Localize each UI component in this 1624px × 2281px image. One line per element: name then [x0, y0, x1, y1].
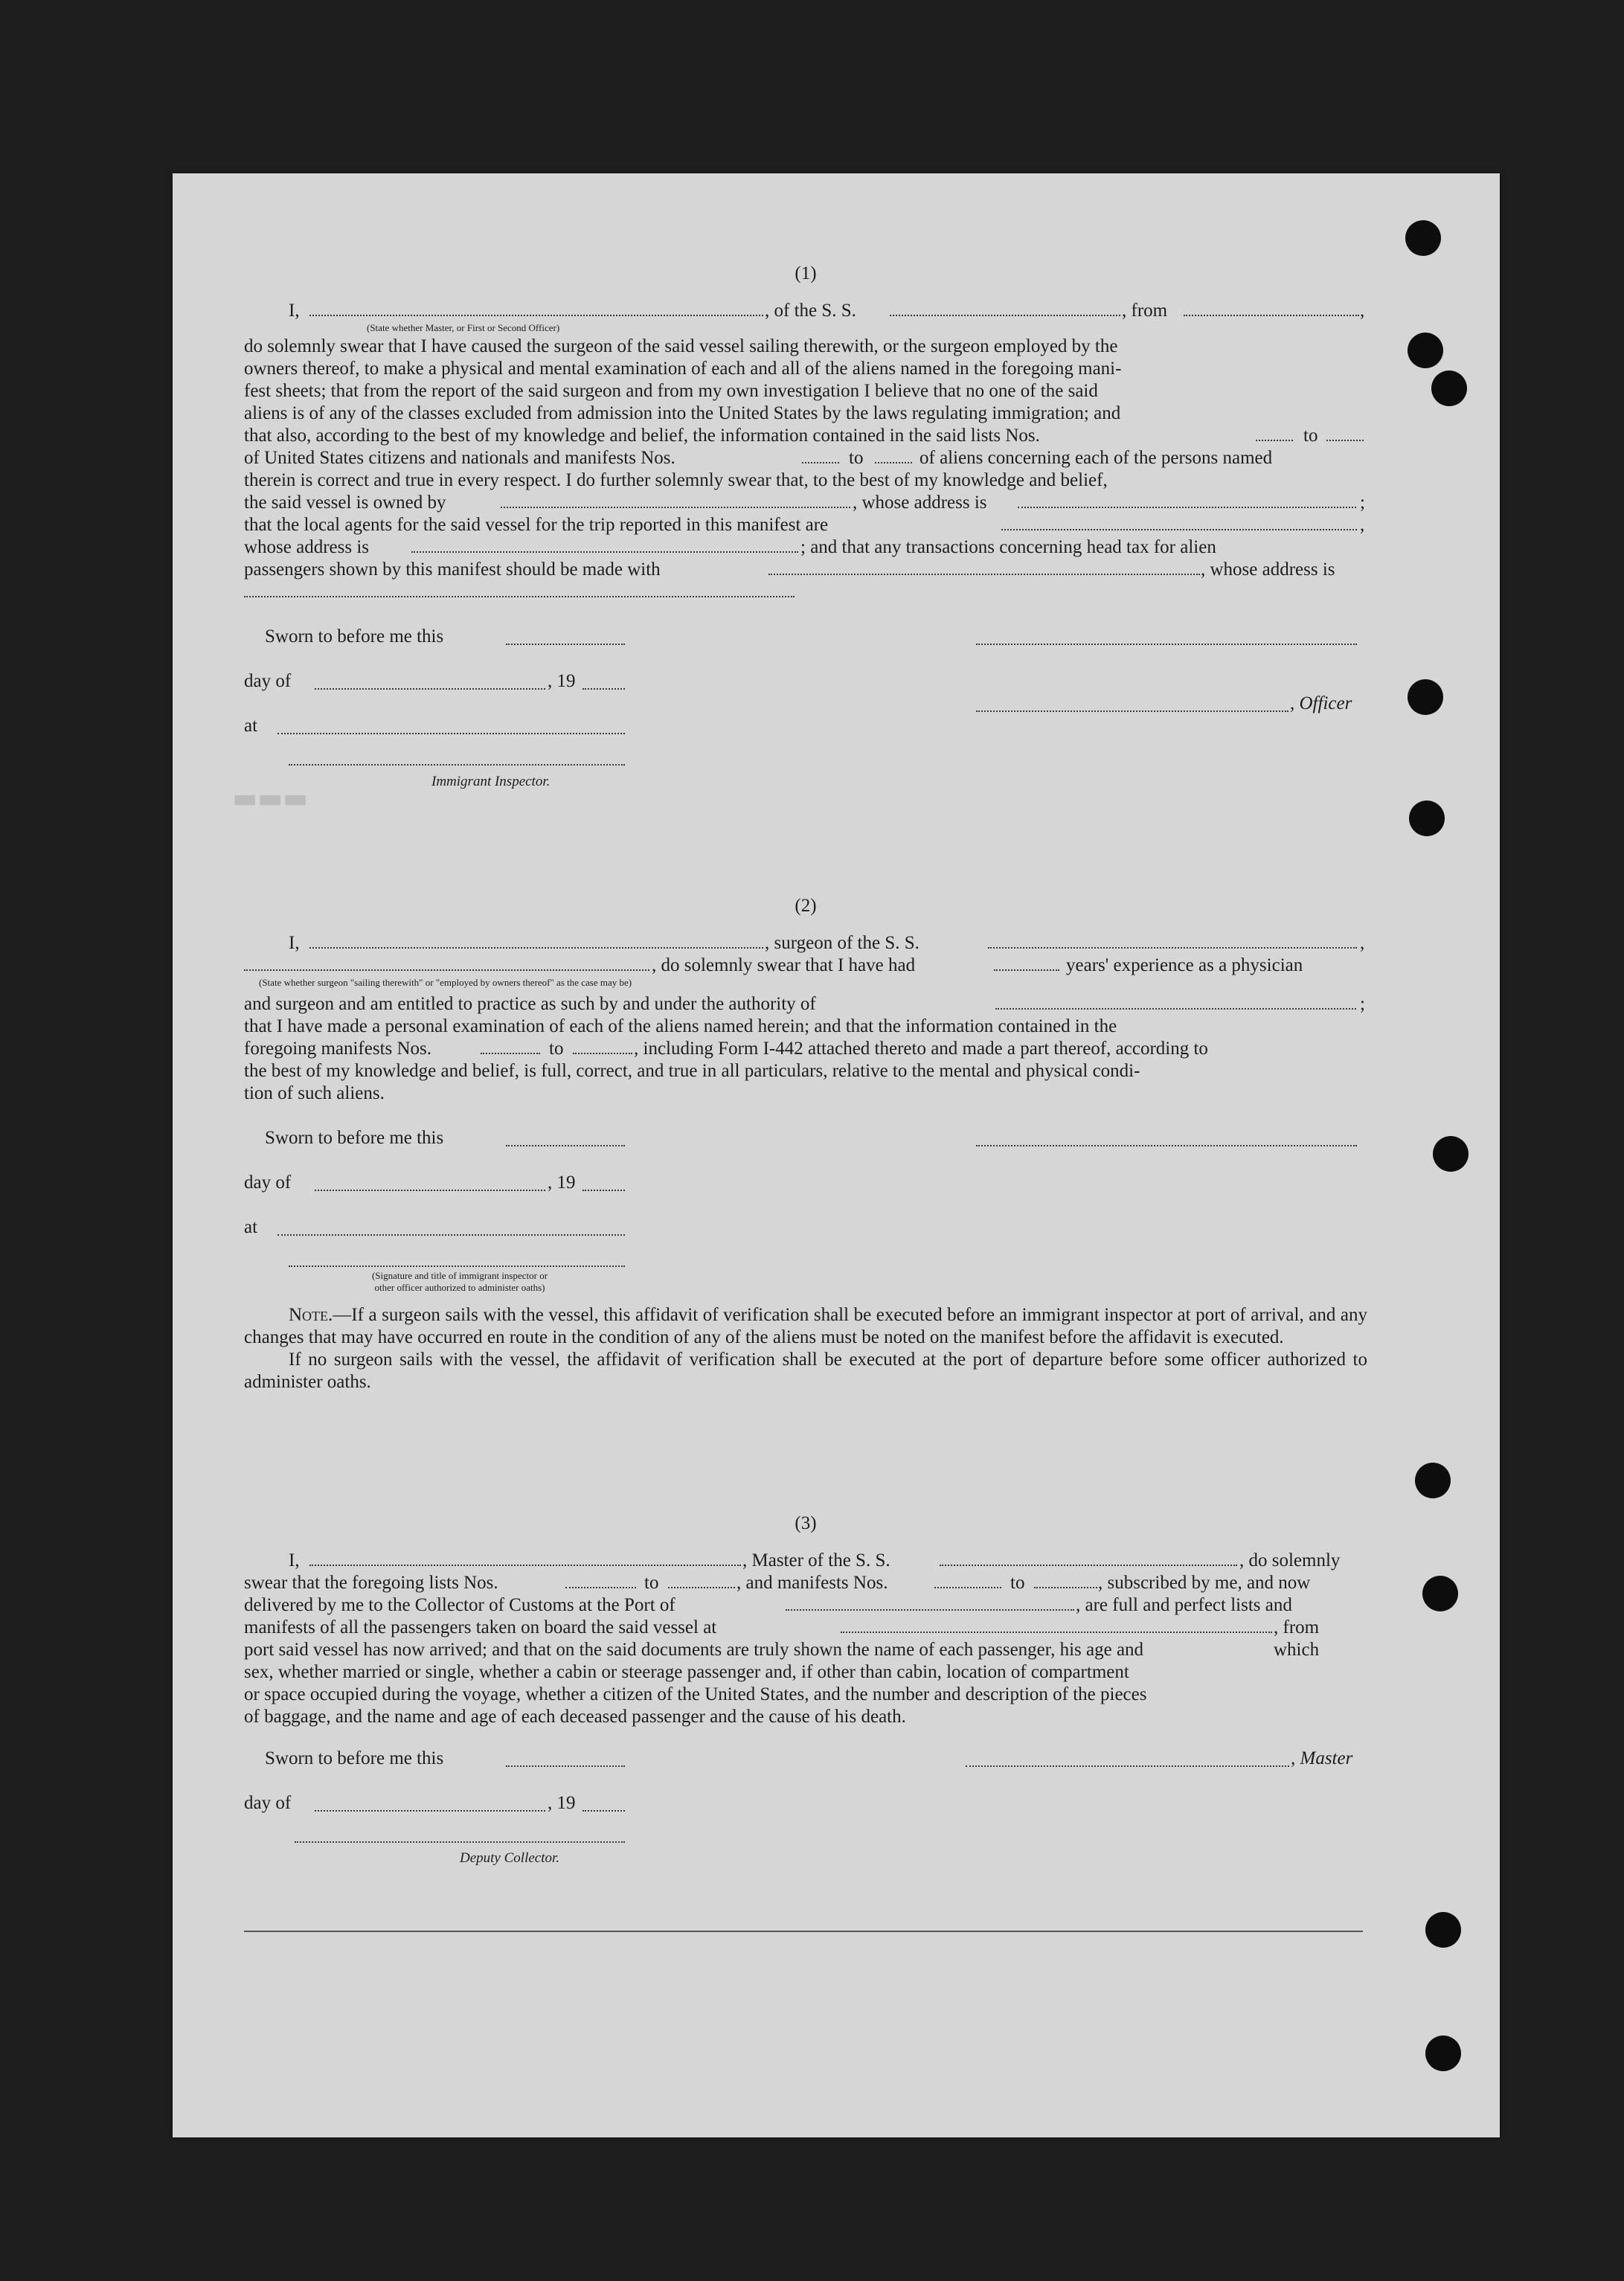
sworn-date-field[interactable]: [506, 629, 625, 645]
affidavit-2: (2) I, , surgeon of the S. S. , , do solemnly swear that I have had years' experience as a physician (State whether surgeon "sailing therewith" or "employed by owners thereof" as the case may be) and surgeon and am entitled to practice as such by and under the authority of ; that I have made a personal examination of each of the aliens named herein; and that the information contained in the foregoing manifests Nos. to , including Form I-442 attached thereto and made a part thereof, according to the best of my knowledge and belief, is full, correct, and true in all particulars, relative to the mental and physical condi- tion of such aliens. Sworn to before me this day of , 19 at (Signature and title of immigrant inspector or other officer authorized to administer oaths) Note.—If a surgeon sails with the vessel, this affidavit of verification shall be executed before an immigrant inspector at port of arrival, and any changes that may have occurred en route in the condition of any of the aliens must be noted on the manifest before the affidavit is executed. If no surgeon sails with the vessel, the affidavit of verification shall be executed at the port of departure before some officer authorized to administer oaths.: [244, 896, 1367, 1392]
text-line: the best of my knowledge and belief, is full, correct, and true in all particulars, relative to the mental and physical condi-: [244, 1061, 1140, 1081]
text-line: that I have made a personal examination of each of the aliens named herein; and that the information contained in the: [244, 1016, 1117, 1036]
surgeon-name-field[interactable]: [309, 932, 763, 949]
head-tax-address-field[interactable]: [244, 581, 795, 597]
label: , from: [1122, 301, 1168, 321]
list-no-from-field[interactable]: [1256, 425, 1293, 441]
binder-hole: [1408, 679, 1443, 715]
binder-hole: [1431, 370, 1467, 406]
sworn-label: Sworn to before me this: [265, 1128, 444, 1148]
binder-hole: [1405, 220, 1441, 256]
manifest-no-from-field[interactable]: [481, 1038, 540, 1054]
agent-address-field[interactable]: [411, 536, 798, 553]
binder-hole: [1433, 1136, 1469, 1172]
month-field[interactable]: [315, 1175, 545, 1191]
surgeon-signature-field[interactable]: [976, 1130, 1357, 1146]
section-number: (3): [795, 1513, 817, 1533]
manifest-page: [173, 173, 1500, 2137]
text-line: port said vessel has now arrived; and that on the said documents are truly shown the name of each passenger, his age and: [244, 1640, 1144, 1660]
manifest-no-to-field[interactable]: [875, 447, 912, 463]
sworn-label: Sworn to before me this: [265, 626, 444, 647]
text-line: owners thereof, to make a physical and mental examination of each and all of the aliens named in the foregoing mani-: [244, 359, 1122, 379]
inspector-label: Immigrant Inspector.: [431, 774, 551, 789]
binder-hole: [1425, 1912, 1461, 1948]
text-line: or space occupied during the voyage, whether a citizen of the United States, and the number and description of the pieces: [244, 1684, 1147, 1704]
note-paragraph: [244, 1304, 1367, 1349]
official-signature-line[interactable]: [289, 1265, 625, 1267]
master-signature-field[interactable]: [966, 1751, 1289, 1767]
vessel-name-field[interactable]: [988, 932, 1357, 949]
place-field[interactable]: [277, 1219, 625, 1236]
binder-hole: [1408, 333, 1443, 368]
month-field[interactable]: [315, 1795, 545, 1812]
binder-hole: [1422, 1576, 1458, 1611]
sworn-date-field[interactable]: [506, 1130, 625, 1146]
owner-field[interactable]: [501, 492, 850, 508]
officer-label: , Officer: [1290, 693, 1352, 713]
manifest-no-from-field[interactable]: [934, 1572, 1001, 1588]
text-line: therein is correct and true in every respect. I do further solemnly swear that, to the best of my knowledge and belief,: [244, 470, 1108, 490]
officer-name-field[interactable]: [309, 300, 763, 316]
master-name-field[interactable]: [309, 1550, 741, 1566]
text-line: tion of such aliens.: [244, 1083, 385, 1103]
affidavit-1: (1) I, , of the S. S. , from , (State whether Master, or First or Second Officer) do solemnly swear that I have caused the surgeon of the said vessel sailing therewith, or the surgeon employed by the owners thereof, to make a physical and mental examination of each and all of the aliens named in the foregoing mani- fest sheets; that from the report of the said surgeon and from my own investigation I believe that no one of the said aliens is of any of the classes excluded from admission into the United States by the laws regulating immigration; and that also, according to the best of my knowledge and belief, the information contained in the said lists Nos. to of United States citizens and nationals and manifests Nos. to of aliens concerning each of the persons named therein is correct and true in every respect. I do further solemnly swear that, to the best of my knowledge and belief, the said vessel is owned by , whose address is ; that the local agents for the said vessel for the trip reported in this manifest are , whose address is ; and that any transactions concerning head tax for alien passengers shown by this manifest should be made with , whose address is Sworn to before me this day of , 19 , Officer at Immigrant Inspector.: [244, 263, 1367, 804]
note-paragraph-2: If no surgeon sails with the vessel, the affidavit of verification shall be executed at the port of departure before some officer authorized to administer oaths.: [244, 1350, 1367, 1392]
inspector-signature-line[interactable]: [289, 764, 625, 766]
year-field[interactable]: [582, 1795, 625, 1812]
customs-port-field[interactable]: [786, 1594, 1074, 1611]
month-field[interactable]: [315, 673, 545, 690]
officer-title-field[interactable]: [976, 696, 1288, 712]
vessel-name-field[interactable]: [940, 1550, 1237, 1566]
pronoun: I,: [289, 301, 300, 321]
vessel-name-field[interactable]: [890, 300, 1120, 316]
text-line: sex, whether married or single, whether a cabin or steerage passenger and, if other than cabin, location of compartment: [244, 1662, 1129, 1682]
head-tax-contact-field[interactable]: [768, 559, 1200, 575]
note-text: —If a surgeon sails with the vessel, this affidavit of verification shall be executed before an immigrant inspector at port of arrival, and any changes that may have occurred en route in the condition of any of the aliens must be noted on the manifest before the affidavit is executed.: [244, 1305, 1367, 1347]
caption: (State whether surgeon "sailing therewith" or "employed by owners thereof" as the case may be): [259, 977, 632, 988]
list-no-to-field[interactable]: [668, 1572, 735, 1588]
list-no-to-field[interactable]: [1326, 425, 1364, 441]
bottom-rule: [244, 1931, 1363, 1932]
affidavit-3: (3) I, , Master of the S. S. , do solemnly swear that the foregoing lists Nos. to , and manifests Nos. to , subscribed by me, and now delivered by me to the Collector of Customs at the Port of , are full and perfect lists and manifests of all the passengers taken on board the said vessel at , from which port said vessel has now arrived; and that on the said documents are truly shown the name of each passenger, his age and sex, whether married or single, whether a cabin or steerage passenger and, if other than cabin, location of compartment or space occupied during the voyage, whether a citizen of the United States, and the number and description of the pieces of baggage, and the name and age of each deceased passenger and the cause of his death. Sworn to before me this , Master day of , 19 Deputy Collector.: [244, 1512, 1367, 1881]
caption: (State whether Master, or First or Second Officer): [367, 322, 560, 333]
binder-hole: [1425, 2035, 1461, 2071]
authority-field[interactable]: [995, 993, 1356, 1010]
year-field[interactable]: [582, 673, 625, 690]
note-label: Note.: [289, 1305, 333, 1325]
faded-stamp: ▬▬▬: [232, 783, 309, 814]
place-field[interactable]: [277, 718, 625, 734]
label: , of the S. S.: [765, 301, 856, 321]
list-no-from-field[interactable]: [565, 1572, 636, 1588]
surgeon-status-field[interactable]: [244, 955, 649, 971]
deputy-label: Deputy Collector.: [460, 1850, 560, 1866]
binder-hole: [1415, 1463, 1451, 1498]
text-line: fest sheets; that from the report of the said surgeon and from my own investigation I believe that no one of the said: [244, 381, 1098, 401]
text-line: of baggage, and the name and age of each deceased passenger and the cause of his death.: [244, 1707, 906, 1727]
local-agents-field[interactable]: [1001, 514, 1357, 530]
years-field[interactable]: [994, 955, 1059, 971]
text-line: do solemnly swear that I have caused the surgeon of the said vessel sailing therewith, or the surgeon employed by the: [244, 336, 1118, 356]
departure-port-field[interactable]: [1184, 300, 1359, 316]
caption: (Signature and title of immigrant inspector or other officer authorized to administer oaths): [371, 1270, 548, 1293]
year-field[interactable]: [582, 1175, 625, 1191]
deputy-signature-line[interactable]: [295, 1841, 625, 1843]
owner-address-field[interactable]: [1018, 492, 1356, 508]
master-label: , Master: [1291, 1748, 1353, 1768]
binder-hole: [1409, 801, 1445, 836]
section-number: (2): [795, 896, 817, 916]
manifest-no-from-field[interactable]: [802, 447, 839, 463]
officer-signature-field[interactable]: [976, 629, 1357, 645]
sworn-date-field[interactable]: [506, 1751, 625, 1767]
text-line: aliens is of any of the classes excluded from admission into the United States by the laws regulating immigration; and: [244, 403, 1121, 423]
sworn-label: Sworn to before me this: [265, 1748, 444, 1768]
manifest-no-to-field[interactable]: [1034, 1572, 1097, 1588]
manifest-no-to-field[interactable]: [573, 1038, 632, 1054]
boarding-port-field[interactable]: [841, 1617, 1272, 1633]
section-number: (1): [795, 263, 817, 283]
